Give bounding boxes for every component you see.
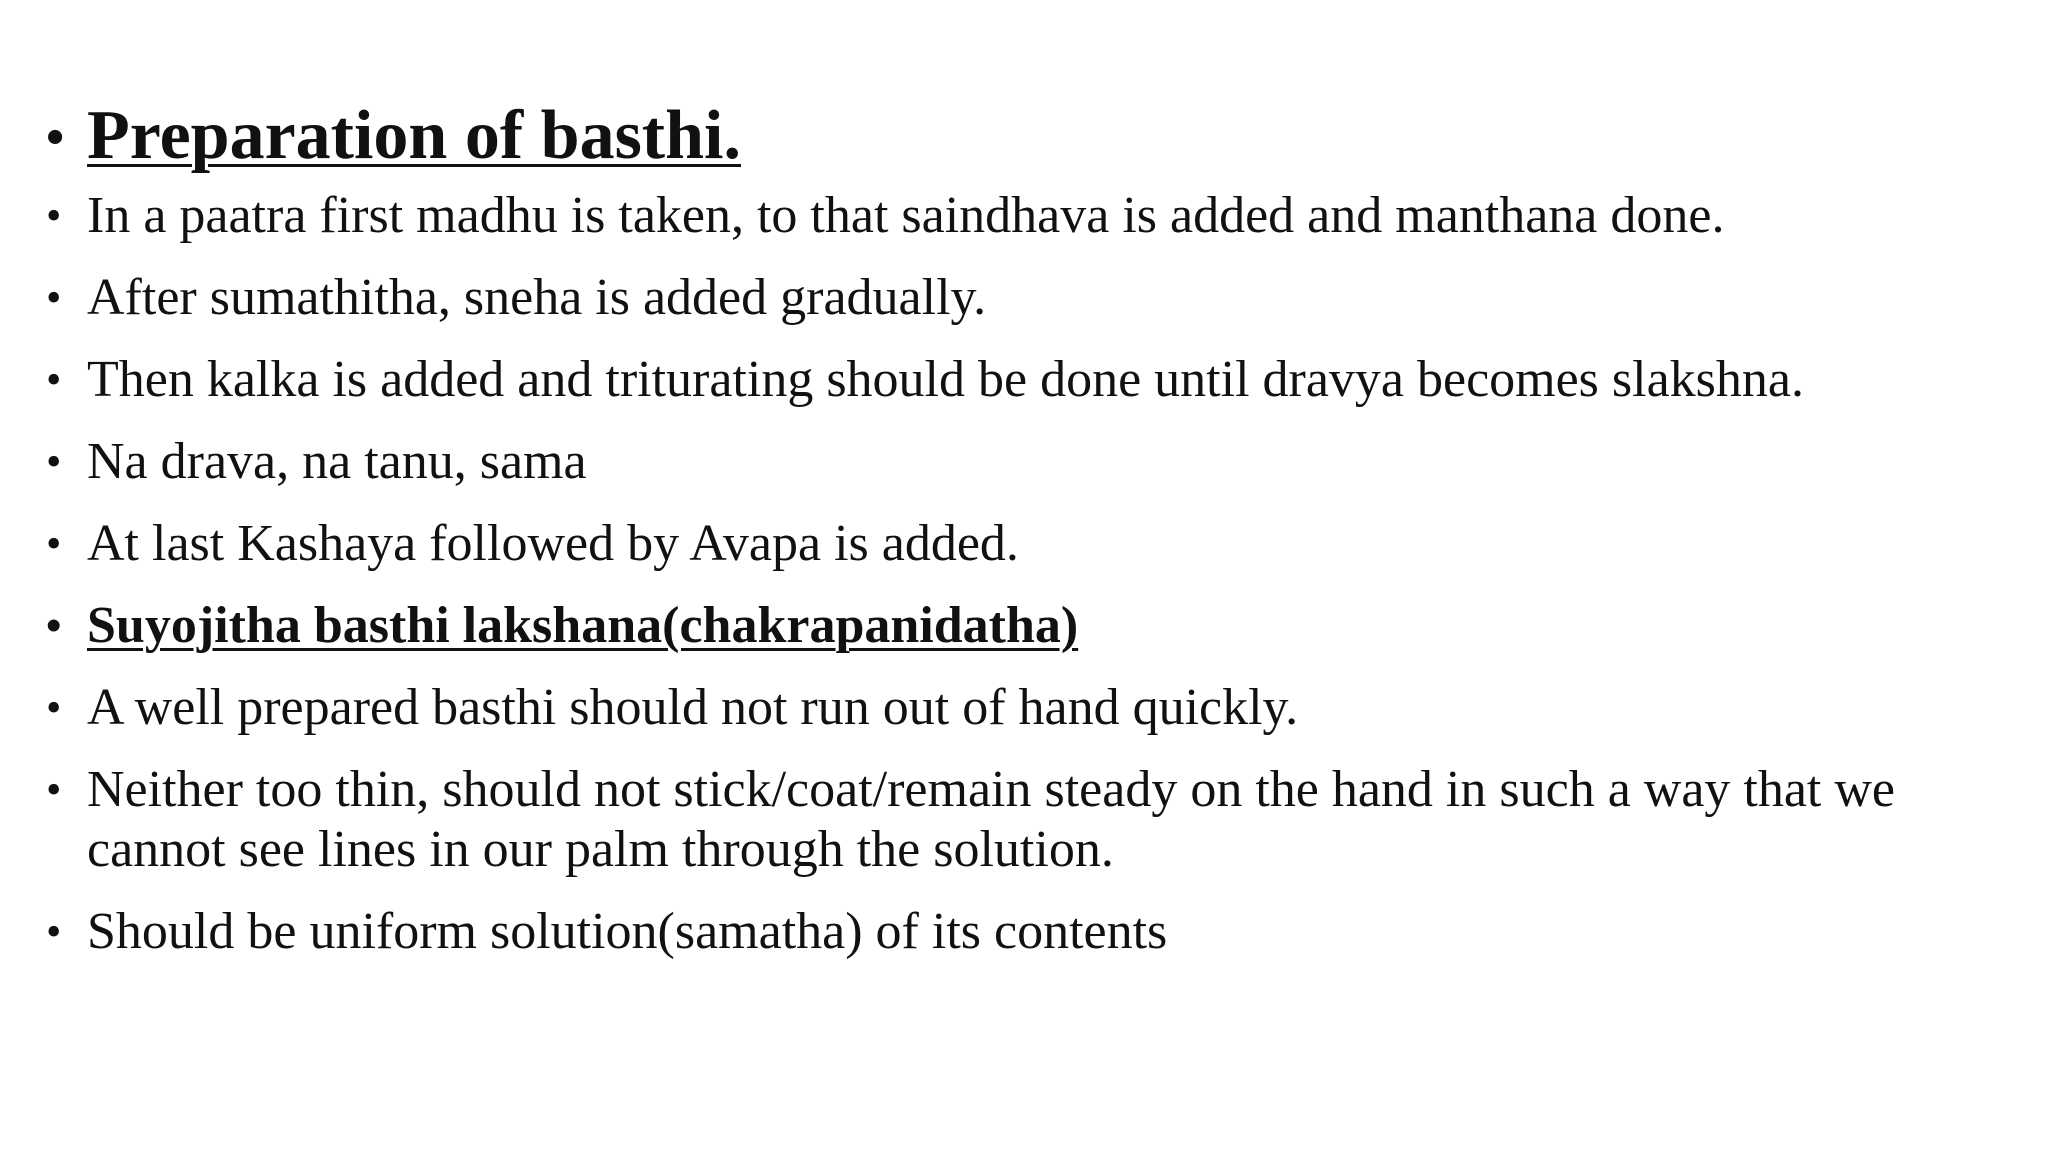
bullet-dot: •: [46, 273, 62, 322]
bullet-dot: •: [46, 601, 62, 650]
bullet-dot: •: [46, 907, 62, 956]
bullet-dot: •: [46, 109, 65, 166]
subheading-text: Suyojitha basthi lakshana(chakrapanidatha): [87, 597, 1079, 654]
list-item: [46, 760, 2006, 880]
bullet-list: [46, 96, 2006, 984]
list-item: [46, 350, 2006, 410]
bullet-dot: •: [46, 191, 62, 240]
list-item: [46, 902, 2006, 962]
heading-preparation-of-basthi: [46, 96, 2006, 176]
bullet-dot: •: [46, 765, 62, 814]
list-item-text: In a paatra first madhu is taken, to that saindhava is added and manthana done.: [87, 187, 1725, 244]
list-item-text: A well prepared basthi should not run out of hand quickly.: [87, 679, 1299, 736]
bullet-dot: •: [46, 519, 62, 568]
list-item: [46, 514, 2006, 574]
list-item-text: Na drava, na tanu, sama: [87, 433, 587, 490]
list-item-text: Then kalka is added and triturating should be done until dravya becomes slakshna.: [87, 351, 1804, 408]
bullet-dot: •: [46, 437, 62, 486]
list-item: [46, 268, 2006, 328]
list-item: [46, 432, 2006, 492]
heading-text: Preparation of basthi.: [87, 97, 741, 174]
list-item-text: Neither too thin, should not stick/coat/remain steady on the hand in such a way that we cannot see lines in our palm through the solution.: [87, 761, 1896, 878]
list-item-text: Should be uniform solution(samatha) of its contents: [87, 903, 1168, 960]
list-item-text: After sumathitha, sneha is added gradually.: [87, 269, 987, 326]
bullet-dot: •: [46, 683, 62, 732]
list-item-text: At last Kashaya followed by Avapa is added.: [87, 515, 1019, 572]
subheading-suyojitha-basthi-lakshana: [46, 596, 2006, 656]
list-item: [46, 186, 2006, 246]
bullet-dot: •: [46, 355, 62, 404]
list-item: [46, 678, 2006, 738]
